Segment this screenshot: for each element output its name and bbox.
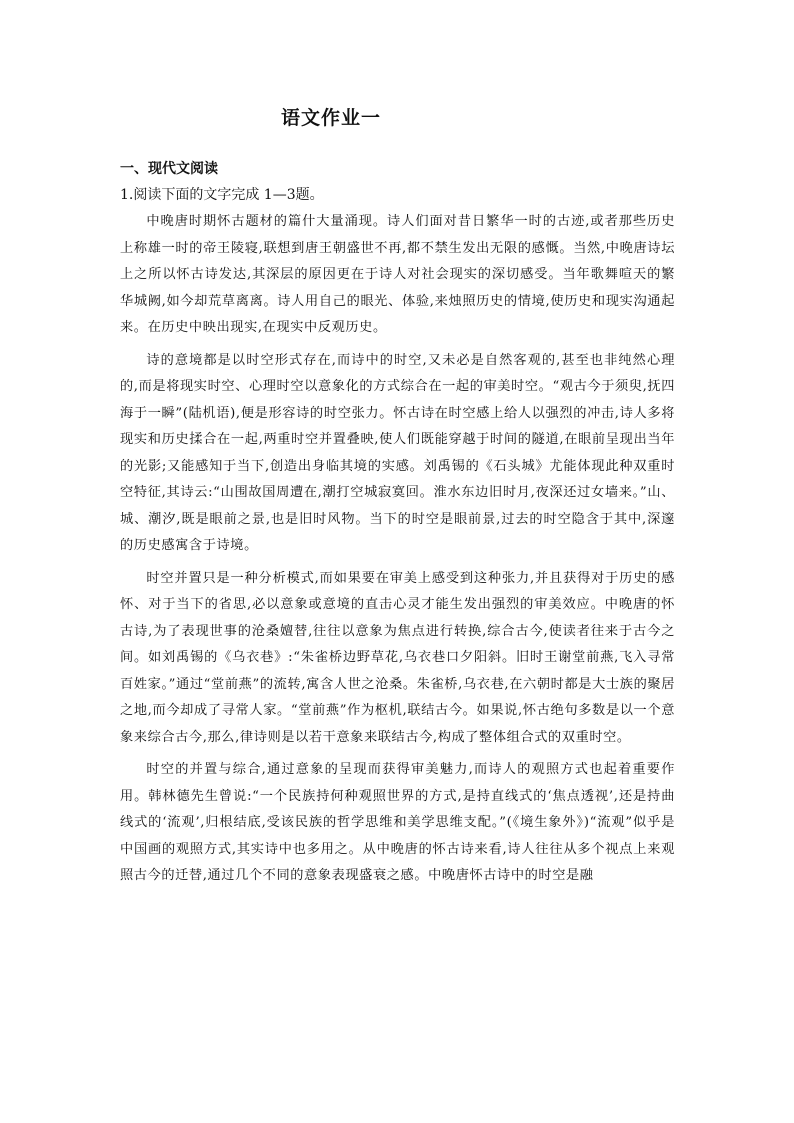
passage-paragraph-4: 时空的并置与综合,通过意象的呈现而获得审美魅力,而诗人的观照方式也起着重要作用。韩林德先生曾说:“一个民族持何种观照世界的方式,是持直线式的‘焦点透视’,还是持曲线式的‘流观’,归根结底,受该民族的哲学思维和美学思维支配。”(《境生象外》)“流观”似乎是中国画的观照方式,其实诗中也多用之。从中晚唐的怀古诗来看,诗人往往从多个视点上来观照古今的迁替,通过几个不同的意象表现盛衰之感。中晚唐怀古诗中的时空是融: [120, 762, 675, 883]
section-heading: 一、现代文阅读: [120, 161, 218, 177]
question-prompt: 1.阅读下面的文字完成 1—3题。: [120, 187, 324, 203]
document-title: 语文作业一: [280, 107, 381, 129]
passage-body: [120, 209, 675, 896]
passage-paragraph-3: 时空并置只是一种分析模式,而如果要在审美上感受到这种张力,并且获得对于历史的感怀、对于当下的省思,必以意象或意境的直击心灵才能生发出强烈的审美效应。中晚唐的怀古诗,为了表现世事的沧桑嬗替,往往以意象为焦点进行转换,综合古今,使读者往来于古今之间。如刘禹锡的《乌衣巷》:“朱雀桥边野草花,乌衣巷口夕阳斜。旧时王谢堂前燕,飞入寻常百姓家。”通过“堂前燕”的流转,寓含人世之沧桑。朱雀桥,乌衣巷,在六朝时都是大士族的聚居之地,而今却成了寻常人家。“堂前燕”作为枢机,联结古今。如果说,怀古绝句多数是以一个意象来综合古今,那么,律诗则是以若干意象来联结古今,构成了整体组合式的双重时空。: [120, 570, 675, 745]
passage-paragraph-2: 诗的意境都是以时空形式存在,而诗中的时空,又未必是自然客观的,甚至也非纯然心理的,而是将现实时空、心理时空以意象化的方式综合在一起的审美时空。“观古今于须臾,抚四海于一瞬”(陆机语),便是形容诗的时空张力。怀古诗在时空感上给人以强烈的冲击,诗人多将现实和历史揉合在一起,两重时空并置叠映,使人们既能穿越于时间的隧道,在眼前呈现出当年的光影;又能感知于当下,创造出身临其境的实感。刘禹锡的《石头城》尤能体现此种双重时空特征,其诗云:“山围故国周遭在,潮打空城寂寞回。淮水东边旧时月,夜深还过女墙来。”山、城、潮汐,既是眼前之景,也是旧时风物。当下的时空是眼前景,过去的时空隐含于其中,深邃的历史感寓含于诗境。: [120, 352, 675, 553]
passage-paragraph-1: 中晚唐时期怀古题材的篇什大量涌现。诗人们面对昔日繁华一时的古迹,或者那些历史上称雄一时的帝王陵寝,联想到唐王朝盛世不再,都不禁生发出无限的感慨。当然,中晚唐诗坛上之所以怀古诗发达,其深层的原因更在于诗人对社会现实的深切感受。当年歌舞喧天的繁华城阙,如今却荒草离离。诗人用自己的眼光、体验,来烛照历史的情境,使历史和现实沟通起来。在历史中映出现实,在现实中反观历史。: [120, 214, 675, 335]
